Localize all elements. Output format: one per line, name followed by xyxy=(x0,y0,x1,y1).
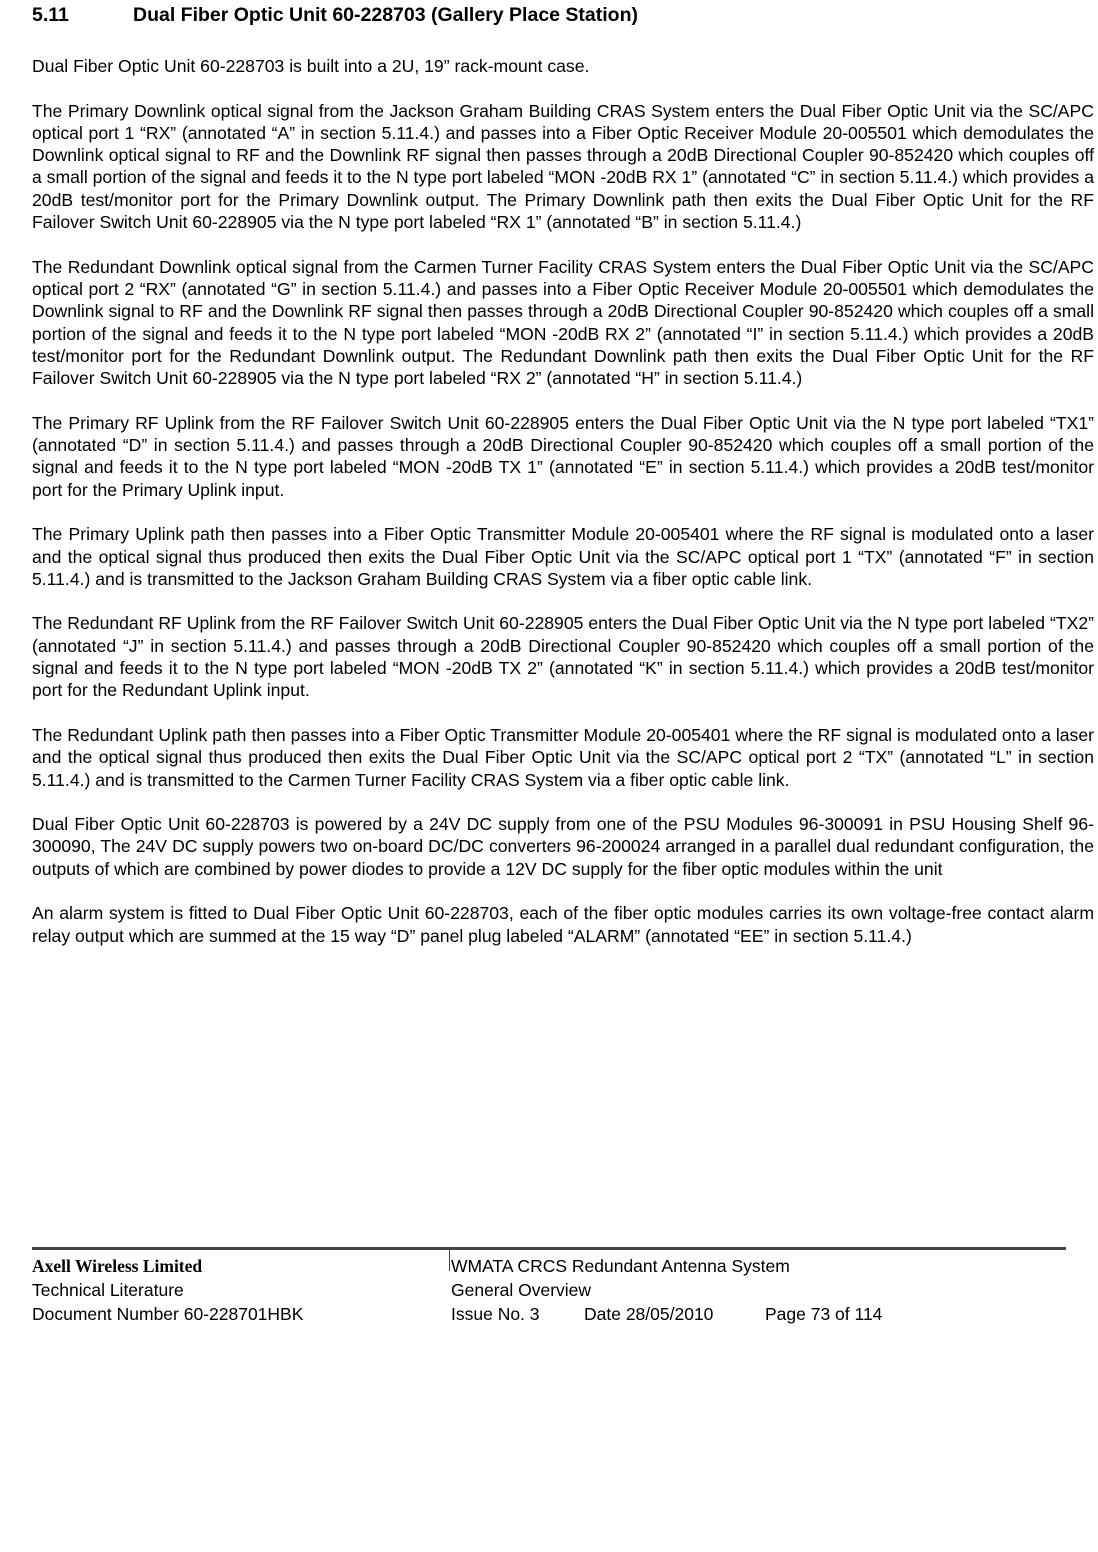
paragraph-primary-downlink: The Primary Downlink optical signal from the Jackson Graham Building CRAS System enters the Dual Fiber Optic Unit via the SC/APC optical port 1 “RX” (annotated “A” in section 5.11.4.) and passes into a Fiber Optic Receiver Module 20-005501 which demodulates the Downlink optical signal to RF and the Downlink RF signal then passes through a 20dB Directional Coupler 90-852420 which couples off a small portion of the signal and feeds it to the N type port labeled “MON -20dB RX 1” (annotated “C” in section 5.11.4.) which provides a 20dB test/monitor port for the Primary Downlink output. The Primary Downlink path then exits the Dual Fiber Optic Unit for the RF Failover Switch Unit 60-228905 via the N type port labeled “RX 1” (annotated “B” in section 5.11.4.) xyxy=(32,100,1094,233)
footer-meta xyxy=(451,1302,882,1326)
footer-rule xyxy=(32,1247,1066,1250)
footer-system: WMATA CRCS Redundant Antenna System xyxy=(451,1256,790,1276)
section-number: 5.11 xyxy=(32,4,69,26)
footer-divider xyxy=(449,1249,450,1271)
footer-overview: General Overview xyxy=(451,1280,592,1300)
paragraph-alarm-system: An alarm system is fitted to Dual Fiber Optic Unit 60-228703, each of the fiber optic modules carries its own voltage-free contact alarm relay output which are summed at the 15 way “D” panel plug labeled “ALARM” (annotated “EE” in section 5.11.4.) xyxy=(32,903,1094,946)
footer-literature: Technical Literature xyxy=(32,1280,184,1300)
footer-right xyxy=(451,1254,882,1326)
paragraph-redundant-rf-uplink: The Redundant RF Uplink from the RF Failover Switch Unit 60-228905 enters the Dual Fiber Optic Unit via the N type port labeled “TX2” (annotated “J” in section 5.11.4.) and passes through a 20dB Directional Coupler 90-852420 which couples off a small portion of the signal and feeds it to the N type port labeled “MON -20dB TX 2” (annotated “K” in section 5.11.4.) which provides a 20dB test/monitor port for the Redundant Uplink input. xyxy=(32,613,1094,701)
section-heading xyxy=(32,2,638,28)
paragraph-power-supply: Dual Fiber Optic Unit 60-228703 is powered by a 24V DC supply from one of the PSU Modules 96-300091 in PSU Housing Shelf 96-300090, The 24V DC supply powers two on-board DC/DC converters 96-200024 arranged in a parallel dual redundant configuration, the outputs of which are combined by power diodes to provide a 12V DC supply for the fiber optic modules within the unit xyxy=(32,814,1094,879)
footer-company: Axell Wireless Limited xyxy=(32,1256,203,1276)
paragraph-primary-uplink-path: The Primary Uplink path then passes into a Fiber Optic Transmitter Module 20-005401 where the RF signal is modulated onto a laser and the optical signal thus produced then exits the Dual Fiber Optic Unit via the SC/APC optical port 1 “TX” (annotated “F” in section 5.11.4.) and is transmitted to the Jackson Graham Building CRAS System via a fiber optic cable link. xyxy=(32,524,1094,589)
paragraph-redundant-uplink-path: The Redundant Uplink path then passes into a Fiber Optic Transmitter Module 20-005401 where the RF signal is modulated onto a laser and the optical signal thus produced then exits the Dual Fiber Optic Unit via the SC/APC optical port 2 “TX” (annotated “L” in section 5.11.4.) and is transmitted to the Carmen Turner Facility CRAS System via a fiber optic cable link. xyxy=(32,724,1094,790)
footer-page-number: Page 73 of 114 xyxy=(765,1304,883,1324)
footer-left xyxy=(32,1254,303,1326)
footer-date: Date 28/05/2010 xyxy=(584,1304,714,1324)
paragraph-intro: Dual Fiber Optic Unit 60-228703 is built into a 2U, 19” rack-mount case. xyxy=(32,56,590,76)
paragraph-redundant-downlink: The Redundant Downlink optical signal from the Carmen Turner Facility CRAS System enters the Dual Fiber Optic Unit via the SC/APC optical port 2 “RX” (annotated “G” in section 5.11.4.) and passes into a Fiber Optic Receiver Module 20-005501 which demodulates the Downlink signal to RF and the Downlink RF signal then passes through a 20dB Directional Coupler 90-852420 which couples off a small portion of the signal and feeds it to the N type port labeled “MON -20dB RX 2” (annotated “I” in section 5.11.4.) which provides a 20dB test/monitor port for the Redundant Downlink output. The Redundant Downlink path then exits the Dual Fiber Optic Unit for the RF Failover Switch Unit 60-228905 via the N type port labeled “RX 2” (annotated “H” in section 5.11.4.) xyxy=(32,256,1094,389)
section-title: Dual Fiber Optic Unit 60-228703 (Gallery Place Station) xyxy=(133,4,639,26)
footer-document-number: Document Number 60-228701HBK xyxy=(32,1304,304,1324)
paragraph-primary-rf-uplink: The Primary RF Uplink from the RF Failover Switch Unit 60-228905 enters the Dual Fiber Optic Unit via the N type port labeled “TX1” (annotated “D” in section 5.11.4.) and passes through a 20dB Directional Coupler 90-852420 which couples off a small portion of the signal and feeds it to the N type port labeled “MON -20dB TX 1” (annotated “E” in section 5.11.4.) which provides a 20dB test/monitor port for the Primary Uplink input. xyxy=(32,412,1094,500)
footer-issue: Issue No. 3 xyxy=(451,1304,540,1324)
body-text xyxy=(32,55,1094,969)
